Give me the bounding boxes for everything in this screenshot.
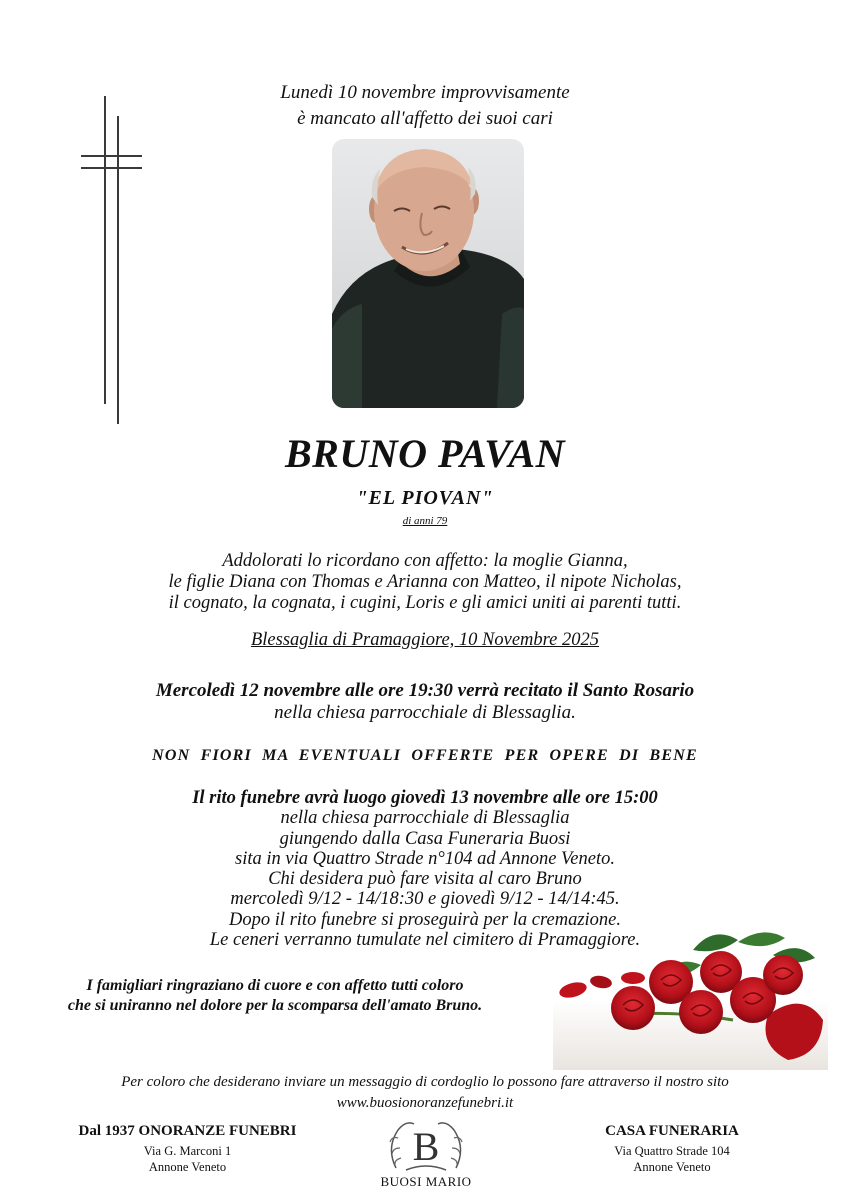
cross-horizontal-bar (81, 167, 142, 169)
logo-name: BUOSI MARIO (380, 1174, 472, 1189)
cross-horizontal-bar (81, 155, 142, 157)
funeral-line: Dopo il rito funebre si proseguirà per la cremazione. (228, 909, 622, 930)
footer-funeral-home (55, 1122, 320, 1175)
mourners-line: le figlie Diana con Thomas e Arianna con Matteo, il nipote Nicholas, (168, 572, 682, 592)
footer-right-city: Annone Veneto (633, 1160, 711, 1174)
deceased-age: di anni 79 (402, 515, 448, 527)
funeral-line: Chi desidera può fare visita al caro Bruno (268, 869, 582, 890)
footer-right-title: CASA FUNERARIA (605, 1123, 739, 1139)
intro-line: è mancato all'affetto dei suoi cari (297, 108, 553, 129)
mourners-line: il cognato, la cognata, i cugini, Loris e gli amici uniti ai parenti tutti. (168, 593, 682, 613)
rosary-line: nella chiesa parrocchiale di Blessaglia. (274, 702, 576, 723)
funeral-line: sita in via Quattro Strade n°104 ad Annone Veneto. (235, 848, 615, 869)
rosary-line-bold: Mercoledì 12 novembre alle ore 19:30 verrà recitato il Santo Rosario (155, 680, 695, 701)
footer-left-address: Via G. Marconi 1 (143, 1144, 232, 1158)
thanks-line: I famigliari ringraziano di cuore e con affetto tutti coloro (86, 977, 464, 994)
footer-left-city: Annone Veneto (148, 1160, 227, 1174)
roses-illustration (553, 920, 828, 1070)
portrait-photo (332, 139, 524, 408)
website-link[interactable]: www.buosionoranzefunebri.it (336, 1095, 514, 1111)
funeral-line: giungendo dalla Casa Funeraria Buosi (279, 828, 571, 849)
footer-right-address: Via Quattro Strade 104 (614, 1144, 730, 1158)
intro-line: Lunedì 10 novembre improvvisamente (280, 82, 570, 103)
rosary-info (0, 680, 850, 724)
funeral-line: Le ceneri verranno tumulate nel cimitero di Pramaggiore. (209, 930, 641, 951)
logo-letter: B (412, 1124, 440, 1169)
funeral-line: mercoledì 9/12 - 14/18:30 e giovedì 9/12 - 14/14:45. (230, 889, 620, 910)
portrait-illustration (332, 139, 524, 408)
place-date: Blessaglia di Pramaggiore, 10 Novembre 2025 (250, 630, 600, 650)
funeral-lead: Il rito funebre avrà luogo giovedì 13 novembre alle ore 15:00 (192, 788, 658, 808)
cross-vertical-bar (104, 96, 106, 404)
mourners-list (0, 551, 850, 614)
cross-vertical-bar (117, 116, 119, 424)
deceased-name: BRUNO PAVAN (285, 431, 565, 476)
announcement-intro (0, 80, 850, 132)
deceased-nickname: "EL PIOVAN" (356, 487, 494, 509)
thanks-line: che si uniranno nel dolore per la scomparsa dell'amato Bruno. (67, 997, 483, 1014)
mourners-line: Addolorati lo ricordano con affetto: la moglie Gianna, (222, 551, 628, 571)
family-thanks (30, 976, 520, 1016)
condolence-text: Per coloro che desiderano inviare un messaggio di cordoglio lo possono fare attraverso il nostro sito (121, 1074, 729, 1090)
footer-casa-funeraria (562, 1122, 782, 1175)
funeral-line: nella chiesa parrocchiale di Blessaglia (280, 808, 570, 829)
footer-left-title: Dal 1937 ONORANZE FUNEBRI (78, 1123, 297, 1139)
red-roses-image (553, 920, 828, 1070)
no-flowers-notice: NON FIORI MA EVENTUALI OFFERTE PER OPERE DI BENE (152, 747, 698, 764)
